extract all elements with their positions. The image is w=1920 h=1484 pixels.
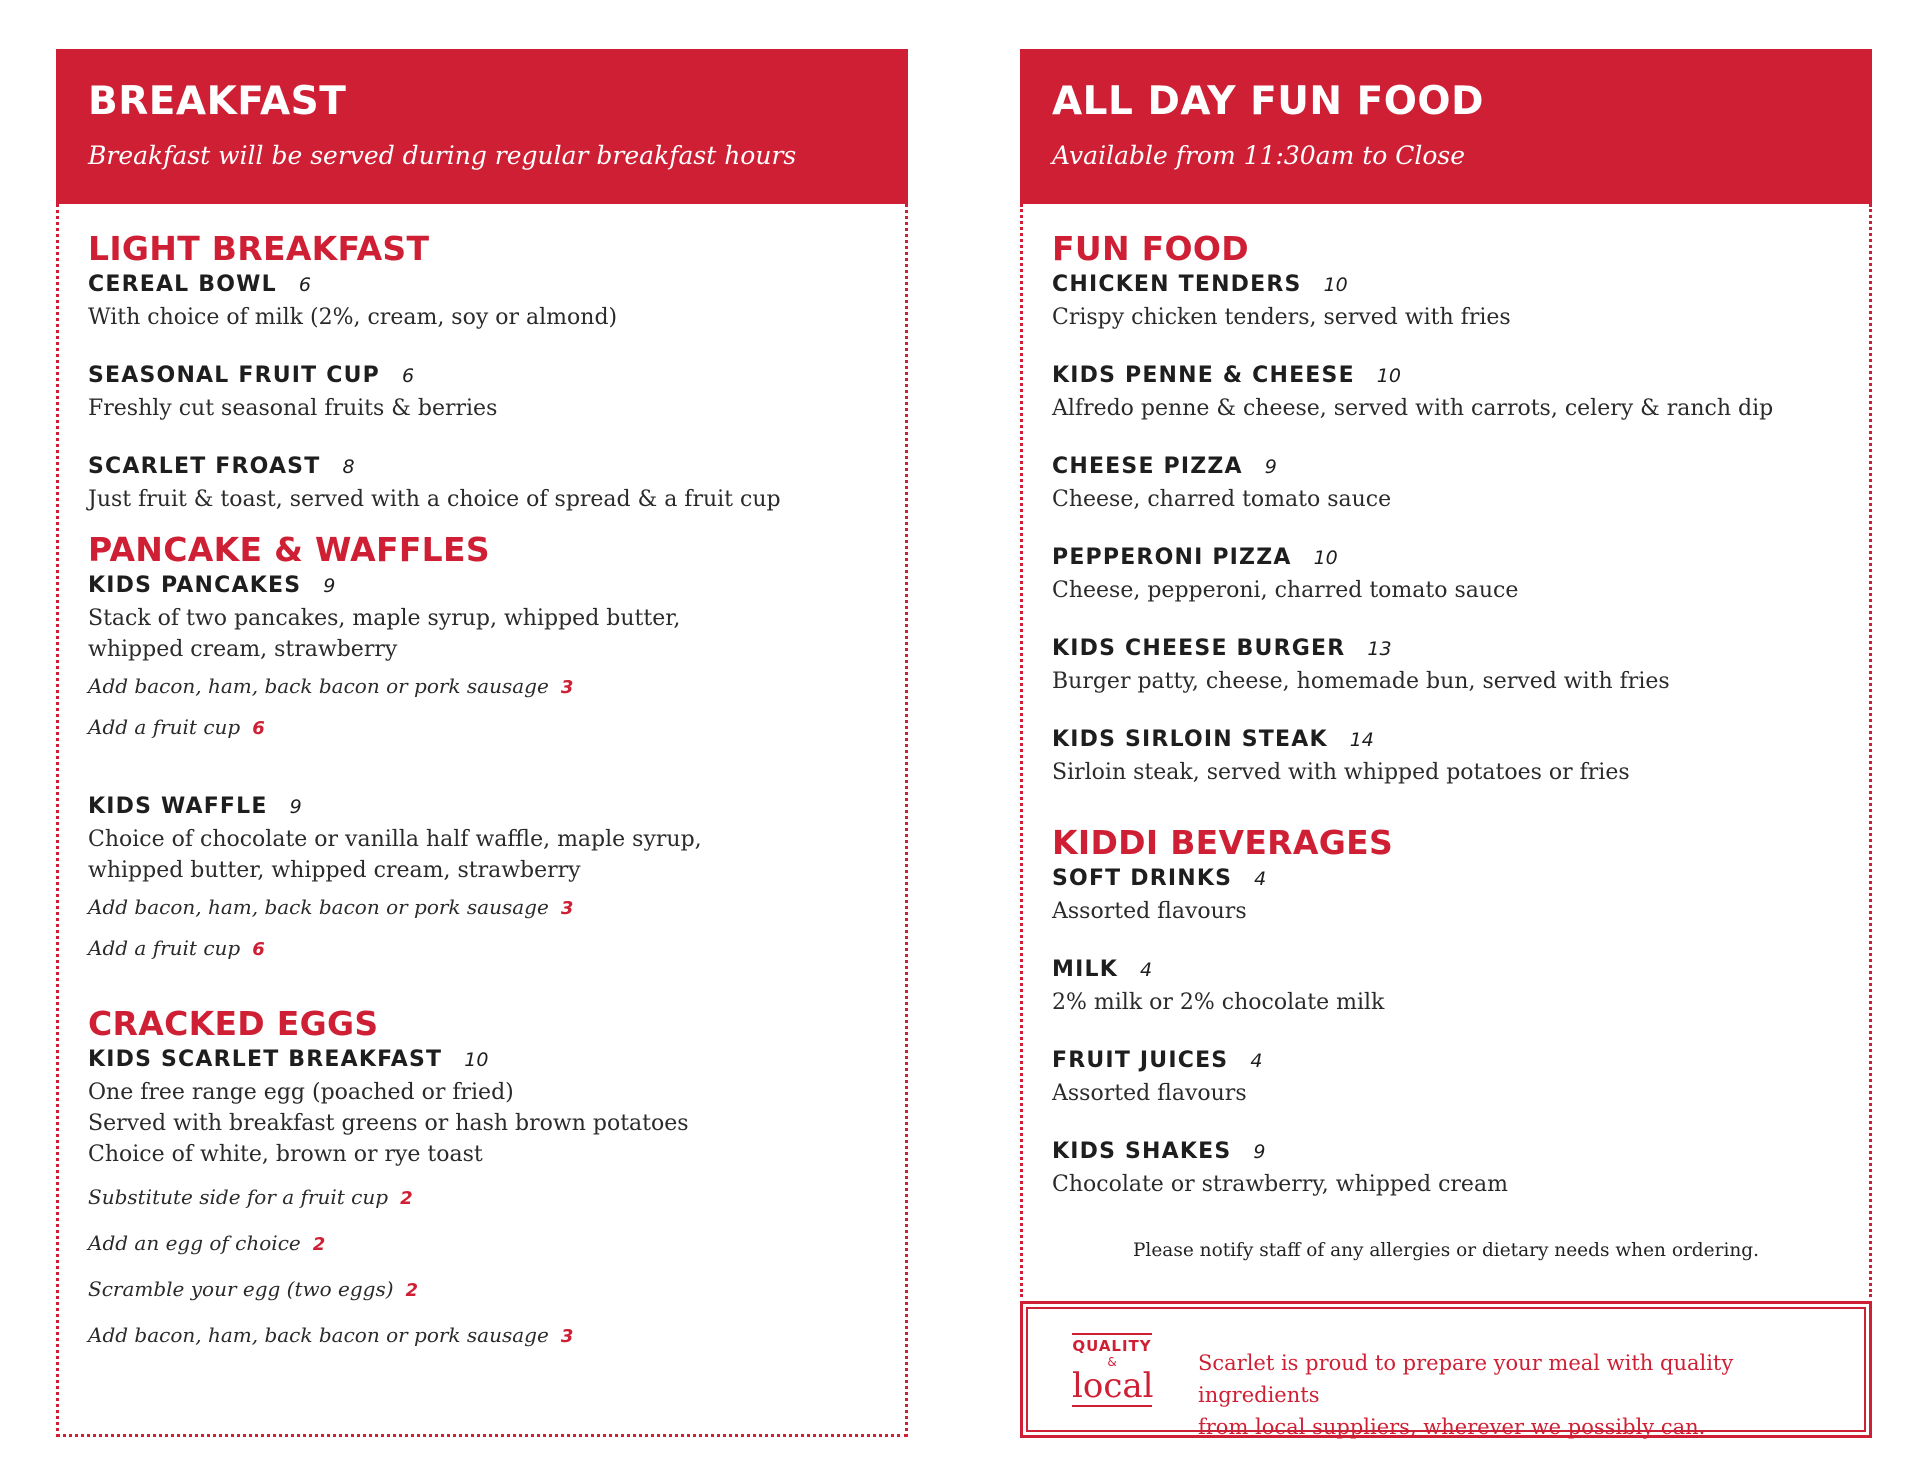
menu-item xyxy=(88,270,905,333)
allergy-note: Please notify staff of any allergies or dietary needs when ordering. xyxy=(1132,1240,1759,1261)
menu-item xyxy=(1052,452,1869,515)
item-name: PEPPERONI PIZZA xyxy=(1052,545,1292,570)
addon-option xyxy=(88,714,905,742)
addon-price: 3 xyxy=(560,677,574,698)
menu-item xyxy=(1052,270,1869,333)
section-title-pancake-waffles: PANCAKE & WAFFLES xyxy=(88,530,490,569)
item-price: 13 xyxy=(1367,638,1392,660)
section-title-light-breakfast: LIGHT BREAKFAST xyxy=(88,229,430,268)
menu-item xyxy=(1052,361,1869,424)
item-description: Cheese, charred tomato sauce xyxy=(1052,487,1392,512)
item-price: 9 xyxy=(1253,1141,1266,1163)
allday-panel xyxy=(1020,49,1872,1437)
quality-local-inner xyxy=(1026,1307,1866,1439)
item-description: Choice of chocolate or vanilla half waffle, maple syrup, whipped butter, whipped cream, strawberry xyxy=(88,827,702,883)
item-price: 9 xyxy=(1264,456,1277,478)
item-price: 4 xyxy=(1254,868,1267,890)
addon-option xyxy=(88,935,905,963)
breakfast-subtitle: Breakfast will be served during regular breakfast hours xyxy=(88,141,797,170)
menu-item xyxy=(88,1045,905,1350)
item-price: 6 xyxy=(298,274,311,296)
addon-option xyxy=(88,1276,905,1304)
item-price: 8 xyxy=(342,456,355,478)
addon-label: Add a fruit cup xyxy=(88,936,241,960)
section-title-kiddi-beverages: KIDDI BEVERAGES xyxy=(1052,823,1394,862)
item-description: Chocolate or strawberry, whipped cream xyxy=(1052,1172,1508,1197)
item-price: 6 xyxy=(401,365,415,387)
breakfast-panel xyxy=(56,49,908,1437)
item-name: CHEESE PIZZA xyxy=(1052,454,1243,479)
item-price: 4 xyxy=(1139,959,1153,981)
item-name: KIDS CHEESE BURGER xyxy=(1052,636,1346,661)
allday-subtitle: Available from 11:30am to Close xyxy=(1052,141,1466,170)
addon-price: 6 xyxy=(252,939,265,960)
addon-option xyxy=(88,894,905,922)
item-name: KIDS PENNE & CHEESE xyxy=(1052,363,1355,388)
addon-price: 2 xyxy=(405,1280,419,1301)
item-description: Freshly cut seasonal fruits & berries xyxy=(88,396,498,421)
item-description: With choice of milk (2%, cream, soy or almond) xyxy=(88,305,618,330)
item-description: Assorted flavours xyxy=(1052,1081,1247,1106)
item-price: 10 xyxy=(1323,274,1348,296)
menu-item xyxy=(1052,1046,1869,1109)
item-description: Sirloin steak, served with whipped potatoes or fries xyxy=(1052,760,1630,785)
quality-statement: Scarlet is proud to prepare your meal with quality ingredients from local suppliers, wherever we possibly can. xyxy=(1198,1351,1734,1439)
allday-body xyxy=(1020,204,1872,1297)
breakfast-header xyxy=(56,49,908,204)
addon-price: 6 xyxy=(252,718,265,739)
item-price: 10 xyxy=(1376,365,1401,387)
logo-ampersand: & xyxy=(1107,1355,1117,1369)
menu-item xyxy=(88,452,905,515)
logo-quality-text: QUALITY xyxy=(1072,1333,1152,1355)
menu-item xyxy=(88,361,905,424)
item-price: 14 xyxy=(1349,729,1374,751)
menu-item xyxy=(1052,543,1869,606)
menu-item xyxy=(1052,864,1869,927)
allday-header xyxy=(1020,49,1872,204)
menu-item xyxy=(88,571,905,742)
item-description: Alfredo penne & cheese, served with carrots, celery & ranch dip xyxy=(1052,396,1774,421)
addon-label: Add an egg of choice xyxy=(88,1231,301,1255)
item-description: Just fruit & toast, served with a choice of spread & a fruit cup xyxy=(88,487,781,512)
item-name: SCARLET FROAST xyxy=(88,454,321,479)
addon-label: Scramble your egg (two eggs) xyxy=(88,1277,394,1301)
menu-item xyxy=(1052,634,1869,697)
item-description: 2% milk or 2% chocolate milk xyxy=(1052,990,1385,1015)
section-title-fun-food: FUN FOOD xyxy=(1052,229,1249,268)
addon-option xyxy=(88,1184,905,1212)
menu-item xyxy=(88,792,905,963)
item-name: SOFT DRINKS xyxy=(1052,866,1233,891)
item-name: KIDS PANCAKES xyxy=(88,573,302,598)
item-price: 10 xyxy=(464,1049,489,1071)
addon-option xyxy=(88,1230,905,1258)
item-price: 9 xyxy=(323,575,336,597)
item-name: KIDS SHAKES xyxy=(1052,1139,1232,1164)
item-name: FRUIT JUICES xyxy=(1052,1048,1229,1073)
item-name: KIDS SIRLOIN STEAK xyxy=(1052,727,1328,752)
allday-title: ALL DAY FUN FOOD xyxy=(1052,79,1484,124)
item-description: Cheese, pepperoni, charred tomato sauce xyxy=(1052,578,1519,603)
item-name: MILK xyxy=(1052,957,1118,982)
menu-item xyxy=(1052,955,1869,1018)
addon-price: 2 xyxy=(400,1188,413,1209)
item-name: KIDS SCARLET BREAKFAST xyxy=(88,1047,443,1072)
addon-label: Add bacon, ham, back bacon or pork sausage xyxy=(88,674,549,698)
item-description: One free range egg (poached or fried) Served with breakfast greens or hash brown potatoes Choice of white, brown or rye toast xyxy=(88,1080,689,1167)
addon-label: Substitute side for a fruit cup xyxy=(88,1185,389,1209)
item-name: CEREAL BOWL xyxy=(88,272,277,297)
item-price: 9 xyxy=(289,796,302,818)
addon-price: 3 xyxy=(560,1326,574,1347)
breakfast-title: BREAKFAST xyxy=(88,79,347,124)
item-description: Stack of two pancakes, maple syrup, whipped butter, whipped cream, strawberry xyxy=(88,606,681,662)
addon-price: 3 xyxy=(560,898,574,919)
addon-option xyxy=(88,673,905,701)
menu-item xyxy=(1052,1137,1869,1200)
item-name: CHICKEN TENDERS xyxy=(1052,272,1302,297)
quality-local-logo xyxy=(1072,1333,1152,1407)
item-description: Burger patty, cheese, homemade bun, served with fries xyxy=(1052,669,1670,694)
item-description: Crispy chicken tenders, served with fries xyxy=(1052,305,1511,330)
quality-local-box xyxy=(1020,1301,1872,1438)
item-price: 10 xyxy=(1313,547,1338,569)
item-name: SEASONAL FRUIT CUP xyxy=(88,363,380,388)
addon-price: 2 xyxy=(312,1234,326,1255)
addon-label: Add bacon, ham, back bacon or pork sausage xyxy=(88,895,549,919)
breakfast-body xyxy=(56,204,908,1437)
item-description: Assorted flavours xyxy=(1052,899,1247,924)
addon-label: Add bacon, ham, back bacon or pork sausage xyxy=(88,1323,549,1347)
addon-label: Add a fruit cup xyxy=(88,715,241,739)
menu-item xyxy=(1052,725,1869,788)
item-price: 4 xyxy=(1250,1050,1263,1072)
section-title-cracked-eggs: CRACKED EGGS xyxy=(88,1004,379,1043)
logo-local-text: local xyxy=(1072,1366,1154,1406)
item-name: KIDS WAFFLE xyxy=(88,794,268,819)
addon-option xyxy=(88,1322,905,1350)
